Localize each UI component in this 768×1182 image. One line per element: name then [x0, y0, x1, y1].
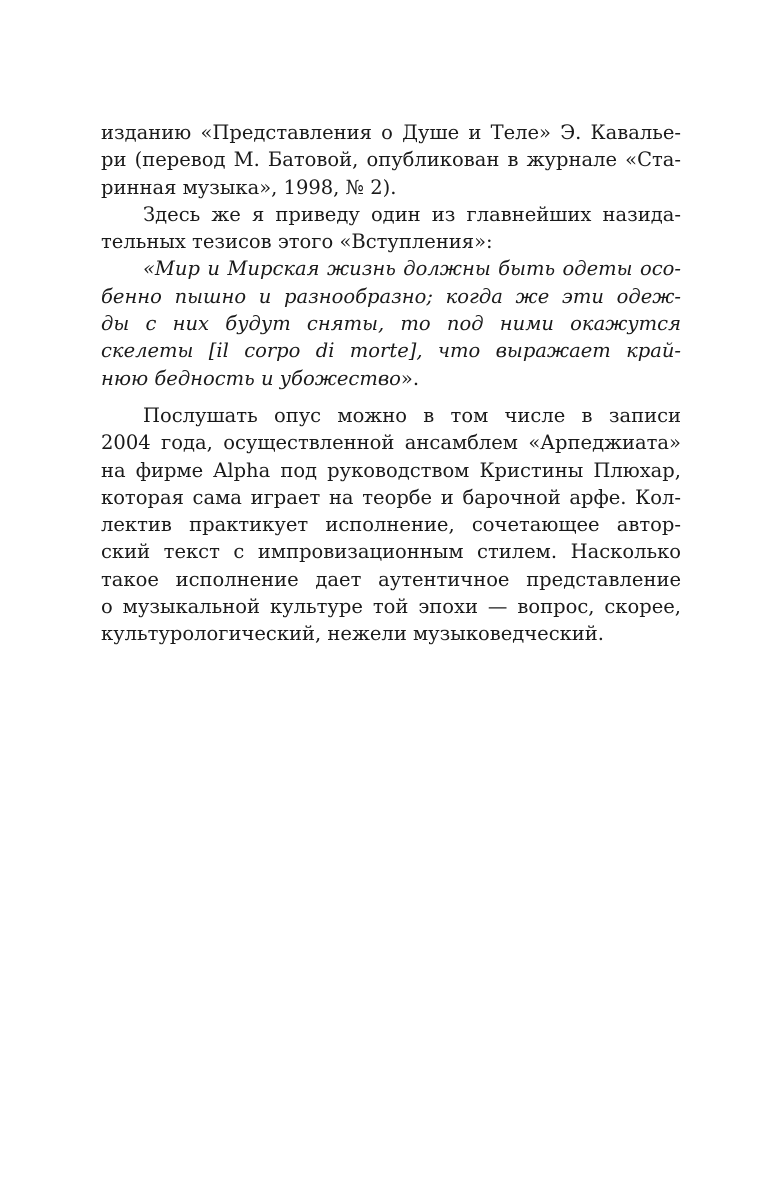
text-line: о музыкальной культуре той эпохи — вопрос, скорее, — [101, 595, 681, 619]
quote-line: бенно пышно и разнообразно; когда же эти одеж- — [101, 284, 681, 308]
quote-closing: ». — [400, 366, 420, 390]
text-line: ринная музыка», 1998, № 2). — [101, 175, 397, 199]
text-line: Послушать опус можно в том числе в записи — [143, 403, 681, 427]
text-line: изданию «Представления о Душе и Теле» Э. Кавалье- — [101, 121, 681, 144]
quote-line: ды с них будут сняты, то под ними окажутся — [101, 312, 681, 336]
text-line: лектив практикует исполнение, сочетающее автор- — [101, 513, 681, 537]
text-line: 2004 года, осуществленной ансамблем «Арпеджиата» — [101, 431, 681, 455]
block-quote — [101, 255, 681, 391]
body-text — [101, 119, 681, 648]
text-line: культурологический, нежели музыковедческий. — [101, 622, 605, 646]
text-line: ри (перевод М. Батовой, опубликован в журнале «Ста- — [101, 148, 681, 172]
text-line: тельных тезисов этого «Вступления»: — [101, 230, 493, 254]
text-line: которая сама играет на теорбе и барочной арфе. Кол- — [101, 485, 681, 509]
quote-line: «Мир и Мирская жизнь должны быть одеты осо- — [143, 257, 681, 281]
paragraph-cavalieri-reference — [101, 119, 681, 201]
text-line: Здесь же я приведу один из главнейших назида- — [143, 202, 681, 226]
text-line: такое исполнение дает аутентичное представление — [101, 567, 681, 591]
quote-text: нюю бедность и убожество — [101, 366, 401, 390]
paragraph-thesis-intro — [101, 201, 681, 256]
text-line: ский текст с импровизационным стилем. Насколько — [101, 540, 681, 564]
quote-line: скелеты [il corpo di morte], что выражает край- — [101, 339, 681, 363]
paragraph-recording — [101, 402, 681, 648]
paragraph-spacer — [101, 392, 681, 402]
text-line: на фирме Alpha под руководством Кристины Плюхар, — [101, 458, 681, 482]
quote-line-last — [101, 365, 681, 392]
